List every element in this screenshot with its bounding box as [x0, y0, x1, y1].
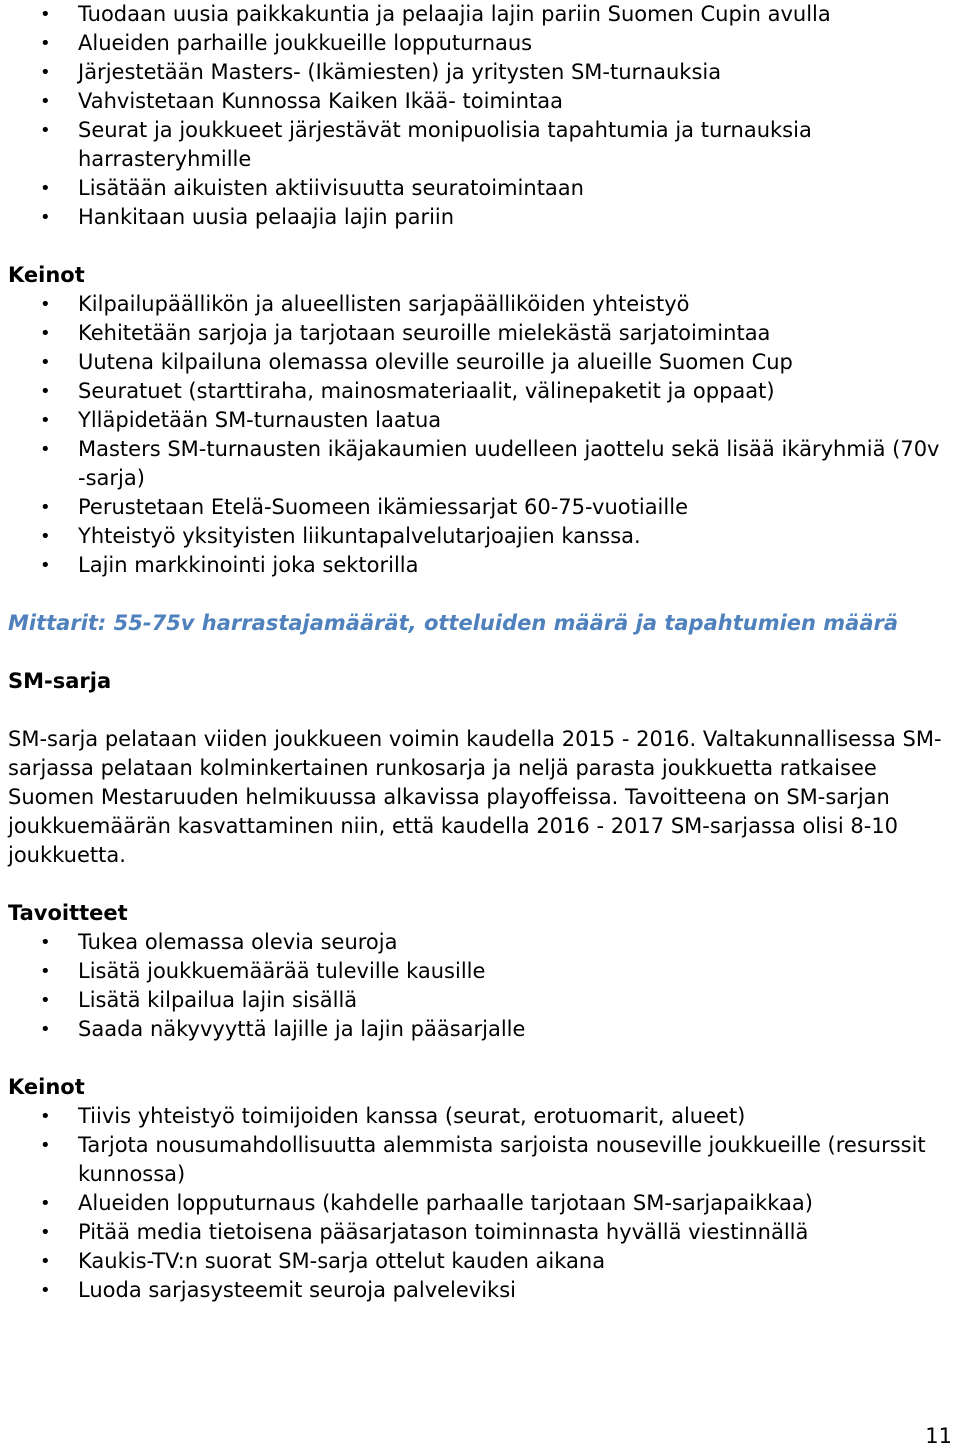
keinot-2-list — [8, 1102, 953, 1305]
list-item: • Lajin markkinointi joka sektorilla — [8, 551, 953, 580]
goals-list — [8, 0, 953, 232]
list-item: • Alueiden parhaille joukkueille lopputurnaus — [8, 29, 953, 58]
list-item: • Seuratuet (starttiraha, mainosmateriaalit, välinepaketit ja oppaat) — [8, 377, 953, 406]
sm-sarja-paragraph: SM-sarja pelataan viiden joukkueen voimin kaudella 2015 - 2016. Valtakunnallisessa SM-sarjassa pelataan kolminkertainen runkosarja ja neljä parasta joukkuetta ratkaisee Suomen Mestaruuden helmikuussa alkavissa playoffeissa. Tavoitteena on SM-sarjan joukkuemäärän kasvattaminen niin, että kaudella 2016 - 2017 SM-sarjassa olisi 8-10 joukkuetta. — [8, 727, 942, 867]
list-item: • Pitää media tietoisena pääsarjatason toiminnasta hyvällä viestinnällä — [8, 1218, 953, 1247]
list-item: • Tuodaan uusia paikkakuntia ja pelaajia lajin pariin Suomen Cupin avulla — [8, 0, 953, 29]
list-item: • Kaukis-TV:n suorat SM-sarja ottelut kauden aikana — [8, 1247, 953, 1276]
list-item: • Tarjota nousumahdollisuutta alemmista sarjoista nouseville joukkueille (resurssit kunnossa) — [8, 1131, 953, 1189]
keinot-list — [8, 290, 953, 580]
spacer — [8, 1044, 953, 1073]
list-item: • Luoda sarjasysteemit seuroja palveleviksi — [8, 1276, 953, 1305]
metrics-line: Mittarit: 55-75v harrastajamäärät, otteluiden määrä ja tapahtumien määrä — [8, 611, 899, 635]
list-item: • Saada näkyvyyttä lajille ja lajin pääsarjalle — [8, 1015, 953, 1044]
list-item: • Lisätä joukkuemäärää tuleville kausille — [8, 957, 953, 986]
list-item: • Kehitetään sarjoja ja tarjotaan seuroille mielekästä sarjatoimintaa — [8, 319, 953, 348]
list-item: • Seurat ja joukkueet järjestävät monipuolisia tapahtumia ja turnauksia harrasteryhmille — [8, 116, 953, 174]
section-heading-keinot: Keinot — [8, 263, 85, 287]
spacer — [8, 870, 953, 899]
section-heading-keinot-2: Keinot — [8, 1075, 85, 1099]
list-item: • Yhteistyö yksityisten liikuntapalvelutarjoajien kanssa. — [8, 522, 953, 551]
section-heading-sm-sarja: SM-sarja — [8, 669, 112, 693]
spacer — [8, 232, 953, 261]
list-item: • Perustetaan Etelä-Suomeen ikämiessarjat 60-75-vuotiaille — [8, 493, 953, 522]
list-item: • Tiivis yhteistyö toimijoiden kanssa (seurat, erotuomarit, alueet) — [8, 1102, 953, 1131]
list-item: • Lisätään aikuisten aktiivisuutta seuratoimintaan — [8, 174, 953, 203]
tavoitteet-list — [8, 928, 953, 1044]
spacer — [8, 580, 953, 609]
list-item: • Tukea olemassa olevia seuroja — [8, 928, 953, 957]
list-item: • Masters SM-turnausten ikäjakaumien uudelleen jaottelu sekä lisää ikäryhmiä (70v -sarja) — [8, 435, 953, 493]
list-item: • Vahvistetaan Kunnossa Kaiken Ikää- toimintaa — [8, 87, 953, 116]
spacer — [8, 696, 953, 725]
page-number: 11 — [925, 1424, 952, 1448]
list-item: • Lisätä kilpailua lajin sisällä — [8, 986, 953, 1015]
list-item: • Uutena kilpailuna olemassa oleville seuroille ja alueille Suomen Cup — [8, 348, 953, 377]
spacer — [8, 638, 953, 667]
list-item: • Ylläpidetään SM-turnausten laatua — [8, 406, 953, 435]
document-page — [8, 0, 953, 1305]
list-item: • Hankitaan uusia pelaajia lajin pariin — [8, 203, 953, 232]
list-item: • Kilpailupäällikön ja alueellisten sarjapäälliköiden yhteistyö — [8, 290, 953, 319]
section-heading-tavoitteet: Tavoitteet — [8, 901, 128, 925]
list-item: • Järjestetään Masters- (Ikämiesten) ja yritysten SM-turnauksia — [8, 58, 953, 87]
list-item: • Alueiden lopputurnaus (kahdelle parhaalle tarjotaan SM-sarjapaikkaa) — [8, 1189, 953, 1218]
